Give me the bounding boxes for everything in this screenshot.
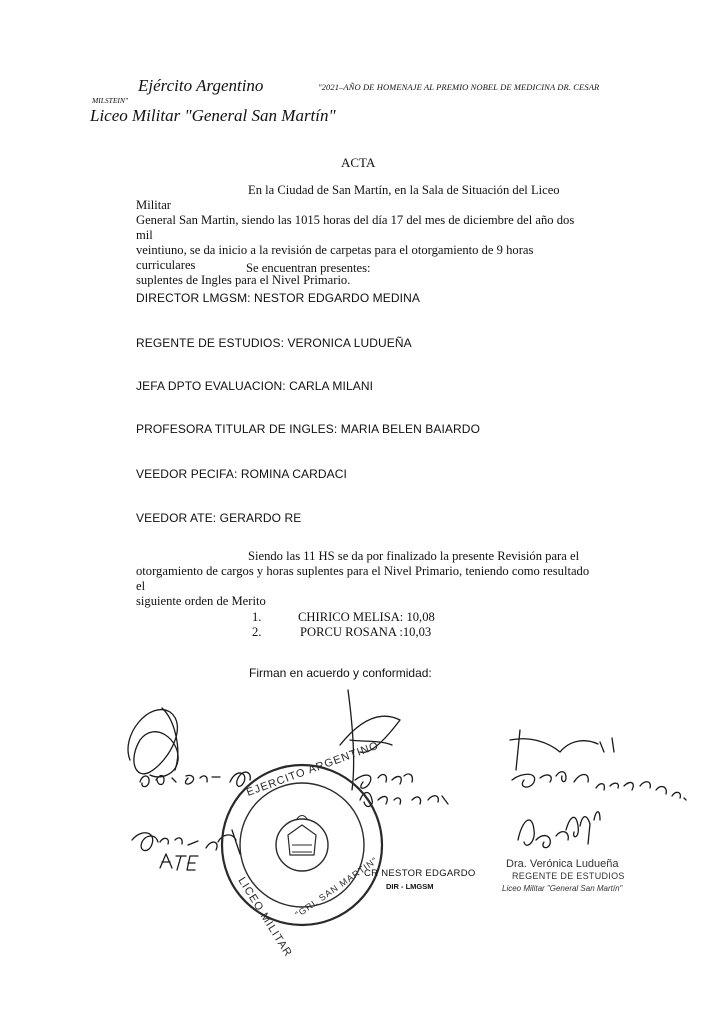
attendee-evaluation-head: JEFA DPTO EVALUACION: CARLA MILANI (136, 379, 374, 393)
year-motto-continuation: MILSTEIN" (92, 96, 129, 105)
merit-number: 2. (252, 625, 262, 639)
regent-stamp-role: REGENTE DE ESTUDIOS (512, 871, 625, 881)
signature-ate-text (160, 854, 198, 870)
signature-right-top (510, 730, 614, 770)
attendee-regent: REGENTE DE ESTUDIOS: VERONICA LUDUEÑA (136, 336, 412, 350)
director-stamp-role: DIR - LMGSM (386, 882, 434, 891)
merit-number: 1. (252, 610, 262, 624)
svg-text:LICEO MILITAR: LICEO MILITAR (235, 875, 295, 960)
signature-middle (340, 690, 400, 790)
signature-left-text (140, 772, 250, 787)
regent-stamp-name: Dra. Verónica Ludueña (506, 858, 619, 870)
svg-text:"GRL SAN MARTIN": "GRL SAN MARTIN" (293, 855, 380, 920)
year-motto: "2021–AÑO DE HOMENAJE AL PREMIO NOBEL DE MEDICINA DR. CESAR (318, 82, 600, 92)
attendee-pecifa-observer: VEEDOR PECIFA: ROMINA CARDACI (136, 467, 347, 481)
closing-line-2: otorgamiento de cargos y horas suplentes para el Nivel Primario, teniendo como resultado el (136, 564, 590, 593)
merit-entry: CHIRICO MELISA: 10,08 (298, 610, 435, 624)
closing-line-1: Siendo las 11 HS se da por finalizado la presente Revisión para el (248, 549, 580, 563)
signature-label: Firman en acuerdo y conformidad: (249, 666, 432, 680)
signature-regent (518, 812, 600, 848)
attendee-ate-observer: VEEDOR ATE: GERARDO RE (136, 511, 302, 525)
closing-line-3: siguiente orden de Merito (136, 594, 266, 608)
attendee-english-teacher: PROFESORA TITULAR DE INGLES: MARIA BELEN BAIARDO (136, 422, 480, 436)
merit-entry: PORCU ROSANA :10,03 (300, 625, 432, 639)
signature-right-cardaci (512, 772, 686, 800)
intro-line-1: En la Ciudad de San Martín, en la Sala de Situación del Liceo Militar (136, 183, 560, 212)
intro-line-2: General San Martin, siendo las 1015 horas del día 17 del mes de diciembre del año dos mil (136, 213, 575, 242)
regent-stamp-school: Liceo Militar "General San Martín" (502, 884, 623, 893)
intro-line-4: suplentes de Ingles para el Nivel Primario. (136, 273, 351, 287)
document-title: ACTA (341, 155, 376, 170)
institution-name: Ejército Argentino (138, 76, 264, 95)
intro-line-3: veintiuno, se da inicio a la revisión de carpetas para el otorgamiento de 9 horas curriculares (136, 243, 534, 272)
attendee-director: DIRECTOR LMGSM: NESTOR EDGARDO MEDINA (136, 291, 420, 305)
present-label: Se encuentran presentes: (246, 261, 371, 275)
school-name: Liceo Militar "General San Martín" (90, 106, 336, 125)
svg-text:EJERCITO ARGENTINO: EJERCITO ARGENTINO (244, 739, 381, 799)
director-stamp-name: CR NESTOR EDGARDO (364, 868, 476, 879)
